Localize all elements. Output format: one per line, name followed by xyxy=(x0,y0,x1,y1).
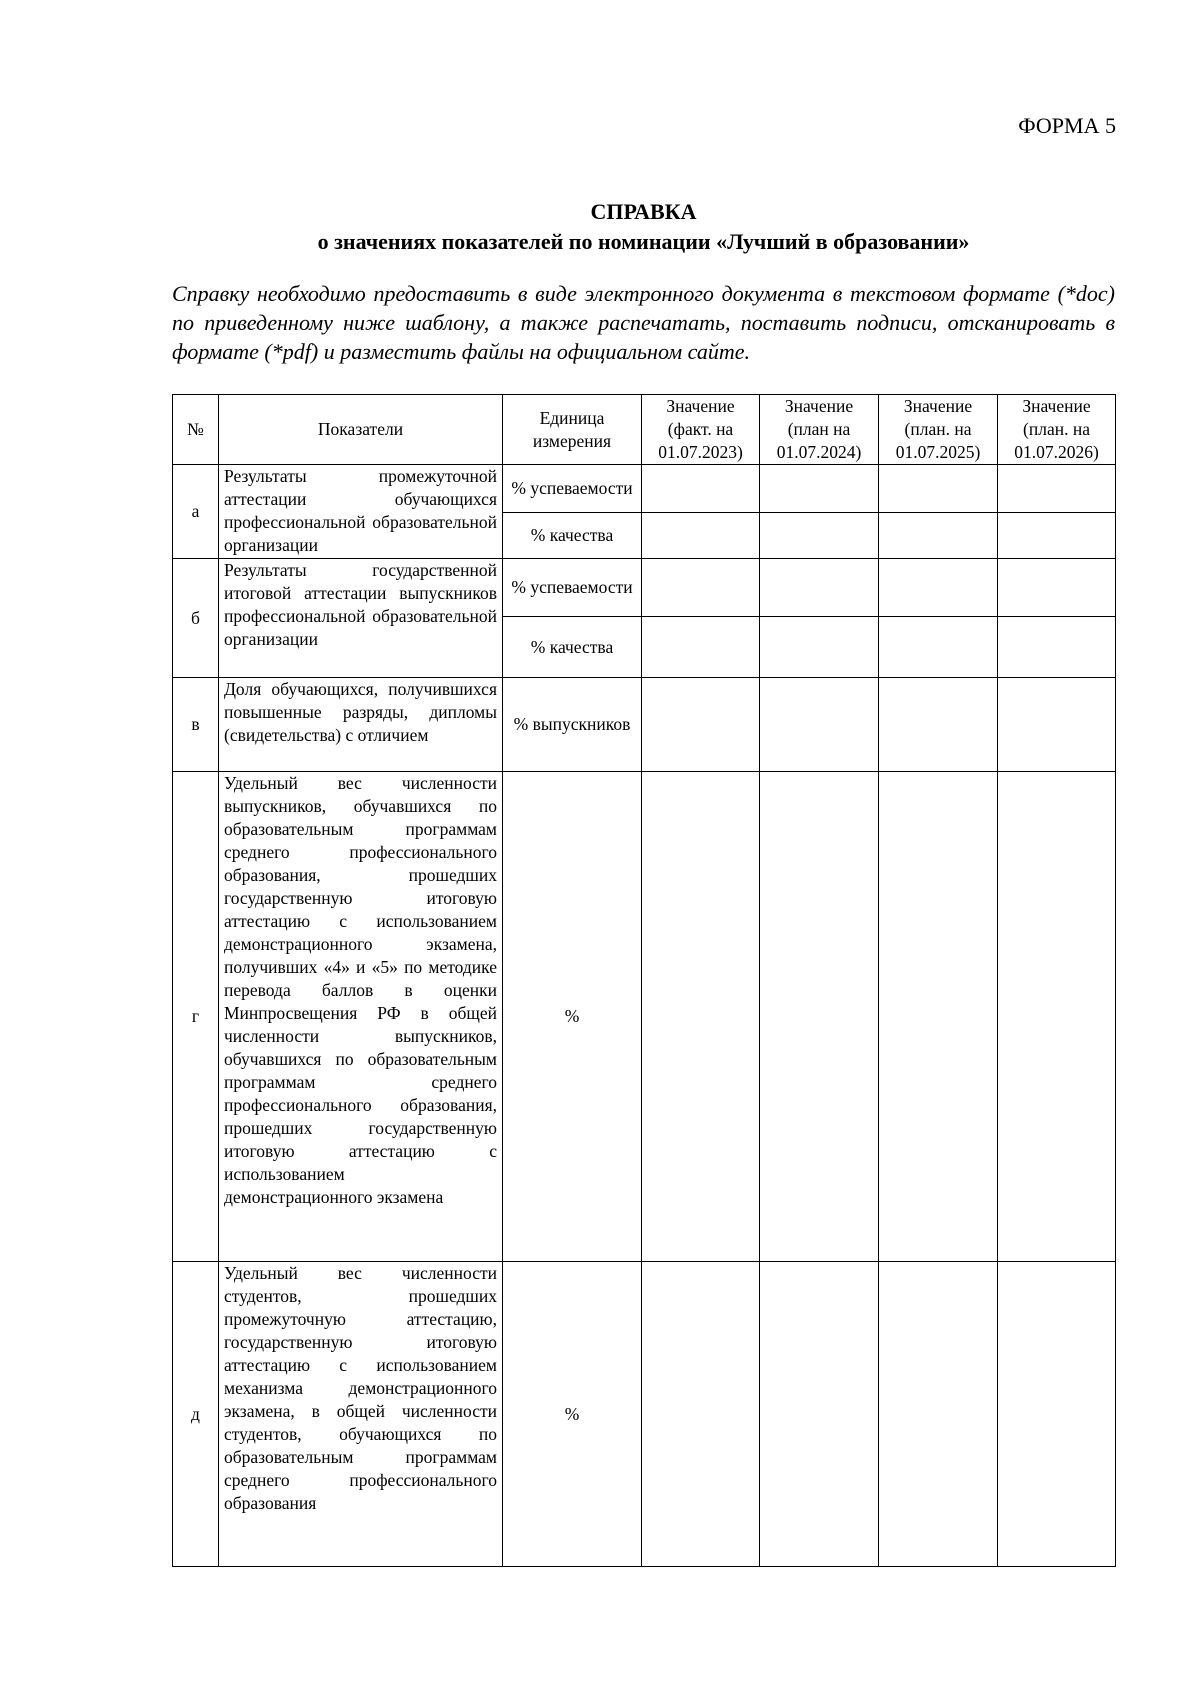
value-cell[interactable] xyxy=(879,678,998,772)
value-cell[interactable] xyxy=(760,617,879,678)
indicator-text: Результаты государственной итоговой аттестации выпускников профессиональной образовательной организации xyxy=(219,559,503,678)
value-cell[interactable] xyxy=(879,559,998,617)
indicator-text: Удельный вес численности студентов, прошедших промежуточную аттестацию, государственную итоговую аттестацию с использованием механизма демонстрационного экзамена, в общей численности студентов, обучающихся по образовательным программам среднего профессионального образования xyxy=(219,1262,503,1567)
instructions-paragraph: Справку необходимо предоставить в виде электронного документа в текстовом формате (*doc) по приведенному ниже шаблону, а также распечатать, поставить подписи, отсканировать в формате (*pdf) и разместить файлы на официальном сайте. xyxy=(172,281,1115,364)
value-cell[interactable] xyxy=(998,678,1116,772)
document-title: СПРАВКА xyxy=(590,199,697,224)
value-cell[interactable] xyxy=(998,559,1116,617)
row-number: в xyxy=(173,678,219,772)
value-cell[interactable] xyxy=(879,513,998,559)
value-cell[interactable] xyxy=(998,617,1116,678)
unit-cell: % xyxy=(503,772,642,1262)
header-row xyxy=(173,395,1116,465)
value-cell[interactable] xyxy=(879,465,998,513)
header-value-2024: Значение (план на 01.07.2024) xyxy=(760,395,879,465)
unit-cell: % качества xyxy=(503,617,642,678)
unit-cell: % успеваемости xyxy=(503,559,642,617)
header-unit: Единица измерения xyxy=(503,395,642,465)
row-number: б xyxy=(173,559,219,678)
row-number: г xyxy=(173,772,219,1262)
value-cell[interactable] xyxy=(760,678,879,772)
value-cell[interactable] xyxy=(760,513,879,559)
table-row xyxy=(173,772,1116,1262)
value-cell[interactable] xyxy=(879,1262,998,1567)
value-cell[interactable] xyxy=(998,772,1116,1262)
value-cell[interactable] xyxy=(642,465,760,513)
header-value-2025: Значение (план. на 01.07.2025) xyxy=(879,395,998,465)
value-cell[interactable] xyxy=(879,617,998,678)
table-row xyxy=(173,559,1116,617)
value-cell[interactable] xyxy=(760,559,879,617)
unit-cell: % выпускников xyxy=(503,678,642,772)
row-number: а xyxy=(173,465,219,559)
table-row xyxy=(173,465,1116,513)
table-row xyxy=(173,1262,1116,1567)
value-cell[interactable] xyxy=(998,465,1116,513)
indicator-text: Доля обучающихся, получившихся повышенные разряды, дипломы (свидетельства) с отличием xyxy=(219,678,503,772)
value-cell[interactable] xyxy=(642,617,760,678)
value-cell[interactable] xyxy=(642,678,760,772)
unit-cell: % xyxy=(503,1262,642,1567)
header-value-2023: Значение (факт. на 01.07.2023) xyxy=(642,395,760,465)
value-cell[interactable] xyxy=(642,1262,760,1567)
document-subtitle: о значениях показателей по номинации «Лучший в образовании» xyxy=(317,229,970,254)
value-cell[interactable] xyxy=(760,1262,879,1567)
value-cell[interactable] xyxy=(642,772,760,1262)
value-cell[interactable] xyxy=(998,1262,1116,1567)
indicator-text: Удельный вес численности выпускников, обучавшихся по образовательным программам среднего профессионального образования, прошедших государственную итоговую аттестацию с использованием демонстрационного экзамена, получивших «4» и «5» по методике перевода баллов в оценки Минпросвещения РФ в общей численности выпускников, обучавшихся по образовательным программам среднего профессионального образования, прошедших государственную итоговую аттестацию с использованием демонстрационного экзамена xyxy=(219,772,503,1262)
indicators-table xyxy=(172,394,1116,1567)
form-number: ФОРМА 5 xyxy=(1018,113,1116,138)
table-row xyxy=(173,678,1116,772)
value-cell[interactable] xyxy=(879,772,998,1262)
indicator-text: Результаты промежуточной аттестации обучающихся профессиональной образовательной организации xyxy=(219,465,503,559)
header-num: № xyxy=(173,395,219,465)
header-indicator: Показатели xyxy=(219,395,503,465)
unit-cell: % качества xyxy=(503,513,642,559)
unit-cell: % успеваемости xyxy=(503,465,642,513)
value-cell[interactable] xyxy=(760,772,879,1262)
value-cell[interactable] xyxy=(998,513,1116,559)
value-cell[interactable] xyxy=(642,513,760,559)
header-value-2026: Значение (план. на 01.07.2026) xyxy=(998,395,1116,465)
row-number: д xyxy=(173,1262,219,1567)
value-cell[interactable] xyxy=(760,465,879,513)
value-cell[interactable] xyxy=(642,559,760,617)
